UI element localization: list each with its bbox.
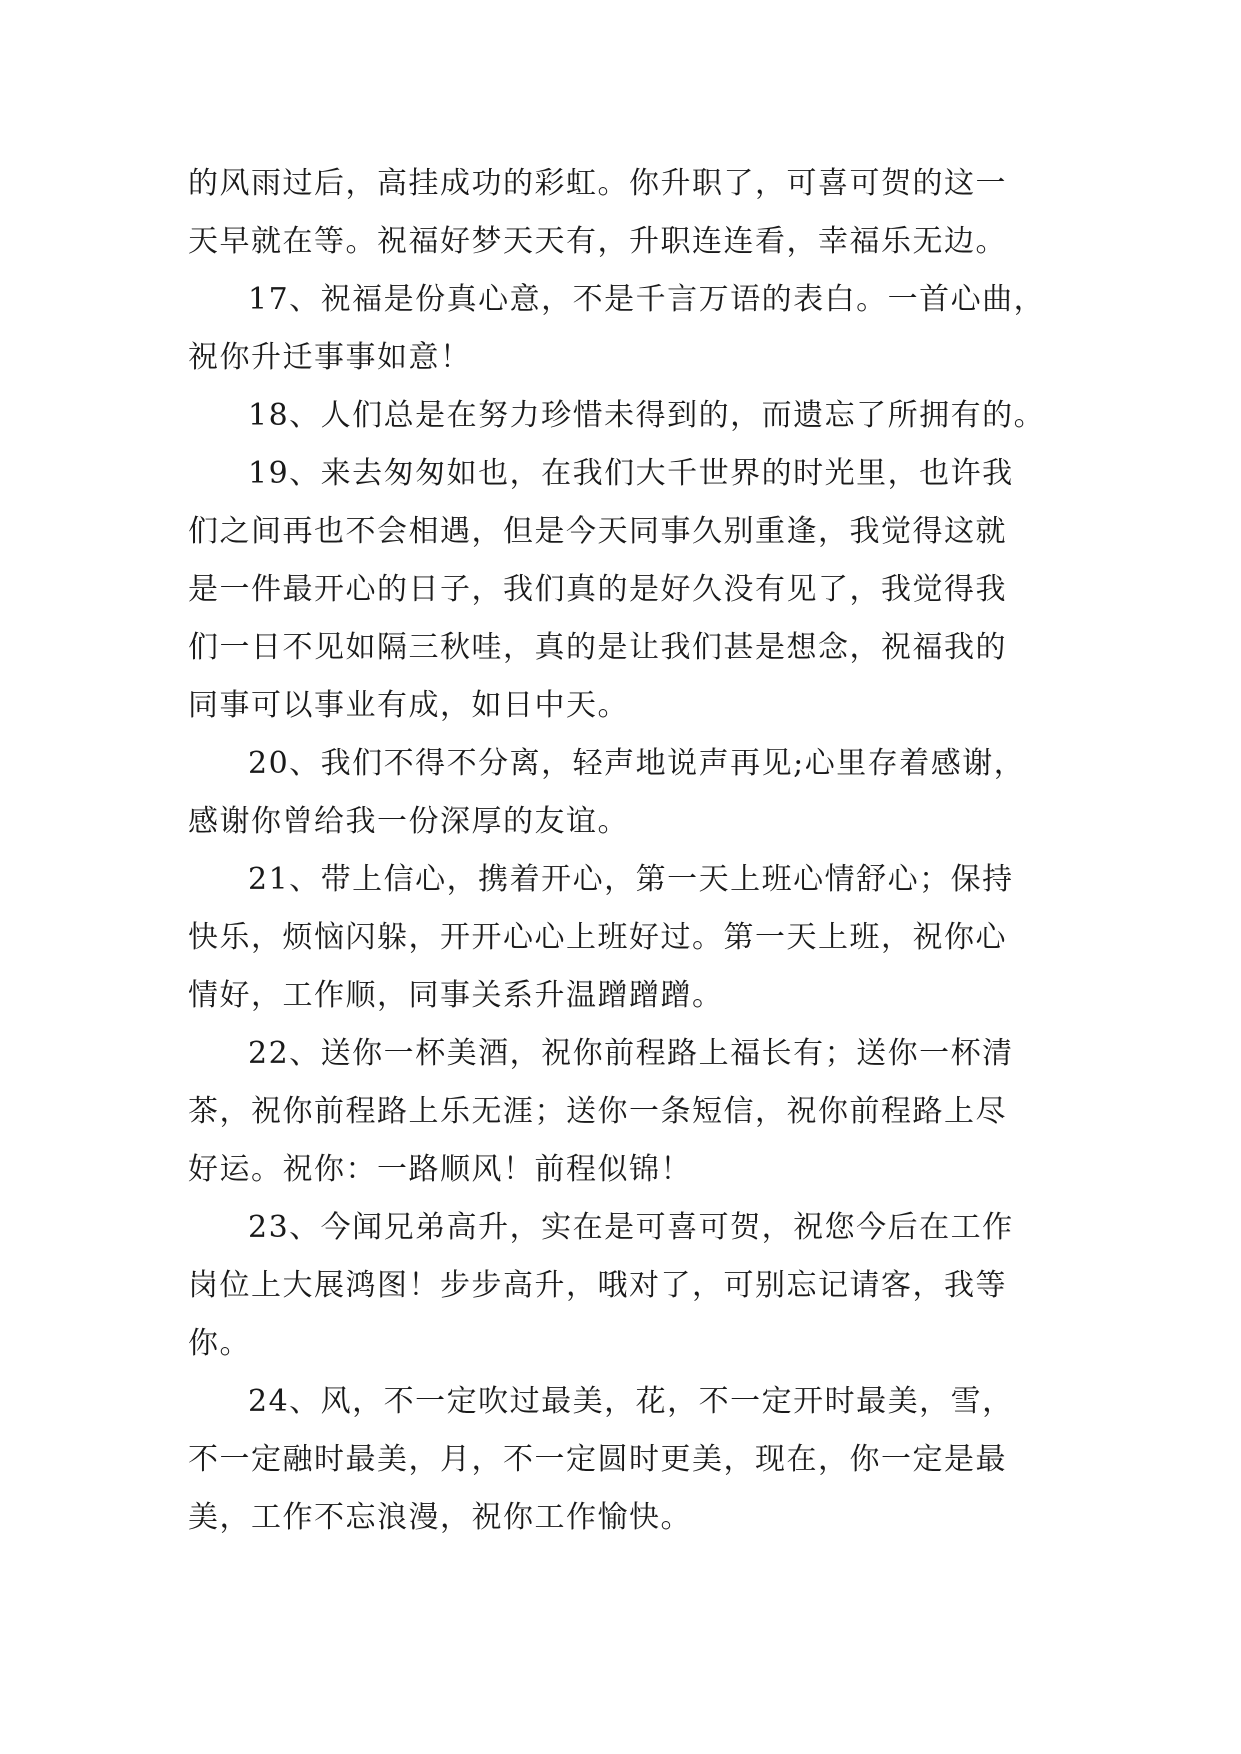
text-line: 美，工作不忘浪漫，祝你工作愉快。 [188, 1500, 692, 1535]
document-text-body [188, 155, 1068, 1547]
text-line: 的风雨过后，高挂成功的彩虹。你升职了，可喜可贺的这一 [188, 166, 1007, 201]
text-line: 24、风，不一定吹过最美，花，不一定开时最美，雪， [248, 1384, 1014, 1419]
text-line: 17、祝福是份真心意，不是千言万语的表白。一首心曲， [248, 282, 1046, 317]
text-line: 20、我们不得不分离，轻声地说声再见;心里存着感谢， [248, 746, 1026, 781]
text-line: 22、送你一杯美酒，祝你前程路上福长有；送你一杯清 [248, 1036, 1014, 1071]
text-line: 们一日不见如隔三秋哇，真的是让我们甚是想念，祝福我的 [188, 630, 1007, 665]
text-line: 同事可以事业有成，如日中天。 [188, 688, 629, 723]
text-line: 好运。祝你：一路顺风！前程似锦！ [188, 1152, 692, 1187]
text-line: 天早就在等。祝福好梦天天有，升职连连看，幸福乐无边。 [188, 224, 1007, 259]
text-line: 岗位上大展鸿图！步步高升，哦对了，可别忘记请客，我等 [188, 1268, 1007, 1303]
text-line: 21、带上信心，携着开心，第一天上班心情舒心；保持 [248, 862, 1014, 897]
text-line: 祝你升迁事事如意！ [188, 340, 472, 375]
text-line: 情好，工作顺，同事关系升温蹭蹭蹭。 [188, 978, 724, 1013]
text-line: 你。 [188, 1326, 251, 1361]
text-line: 感谢你曾给我一份深厚的友谊。 [188, 804, 629, 839]
text-line: 不一定融时最美，月，不一定圆时更美，现在，你一定是最 [188, 1442, 1007, 1477]
text-line: 快乐，烦恼闪躲，开开心心上班好过。第一天上班，祝你心 [188, 920, 1007, 955]
text-line: 是一件最开心的日子，我们真的是好久没有见了，我觉得我 [188, 572, 1007, 607]
text-line: 19、来去匆匆如也，在我们大千世界的时光里，也许我 [248, 456, 1014, 491]
text-line: 茶，祝你前程路上乐无涯；送你一条短信，祝你前程路上尽 [188, 1094, 1007, 1129]
text-line: 23、今闻兄弟高升，实在是可喜可贺，祝您今后在工作 [248, 1210, 1014, 1245]
text-line: 18、人们总是在努力珍惜未得到的，而遗忘了所拥有的。 [248, 398, 1046, 433]
text-line: 们之间再也不会相遇，但是今天同事久别重逢，我觉得这就 [188, 514, 1007, 549]
